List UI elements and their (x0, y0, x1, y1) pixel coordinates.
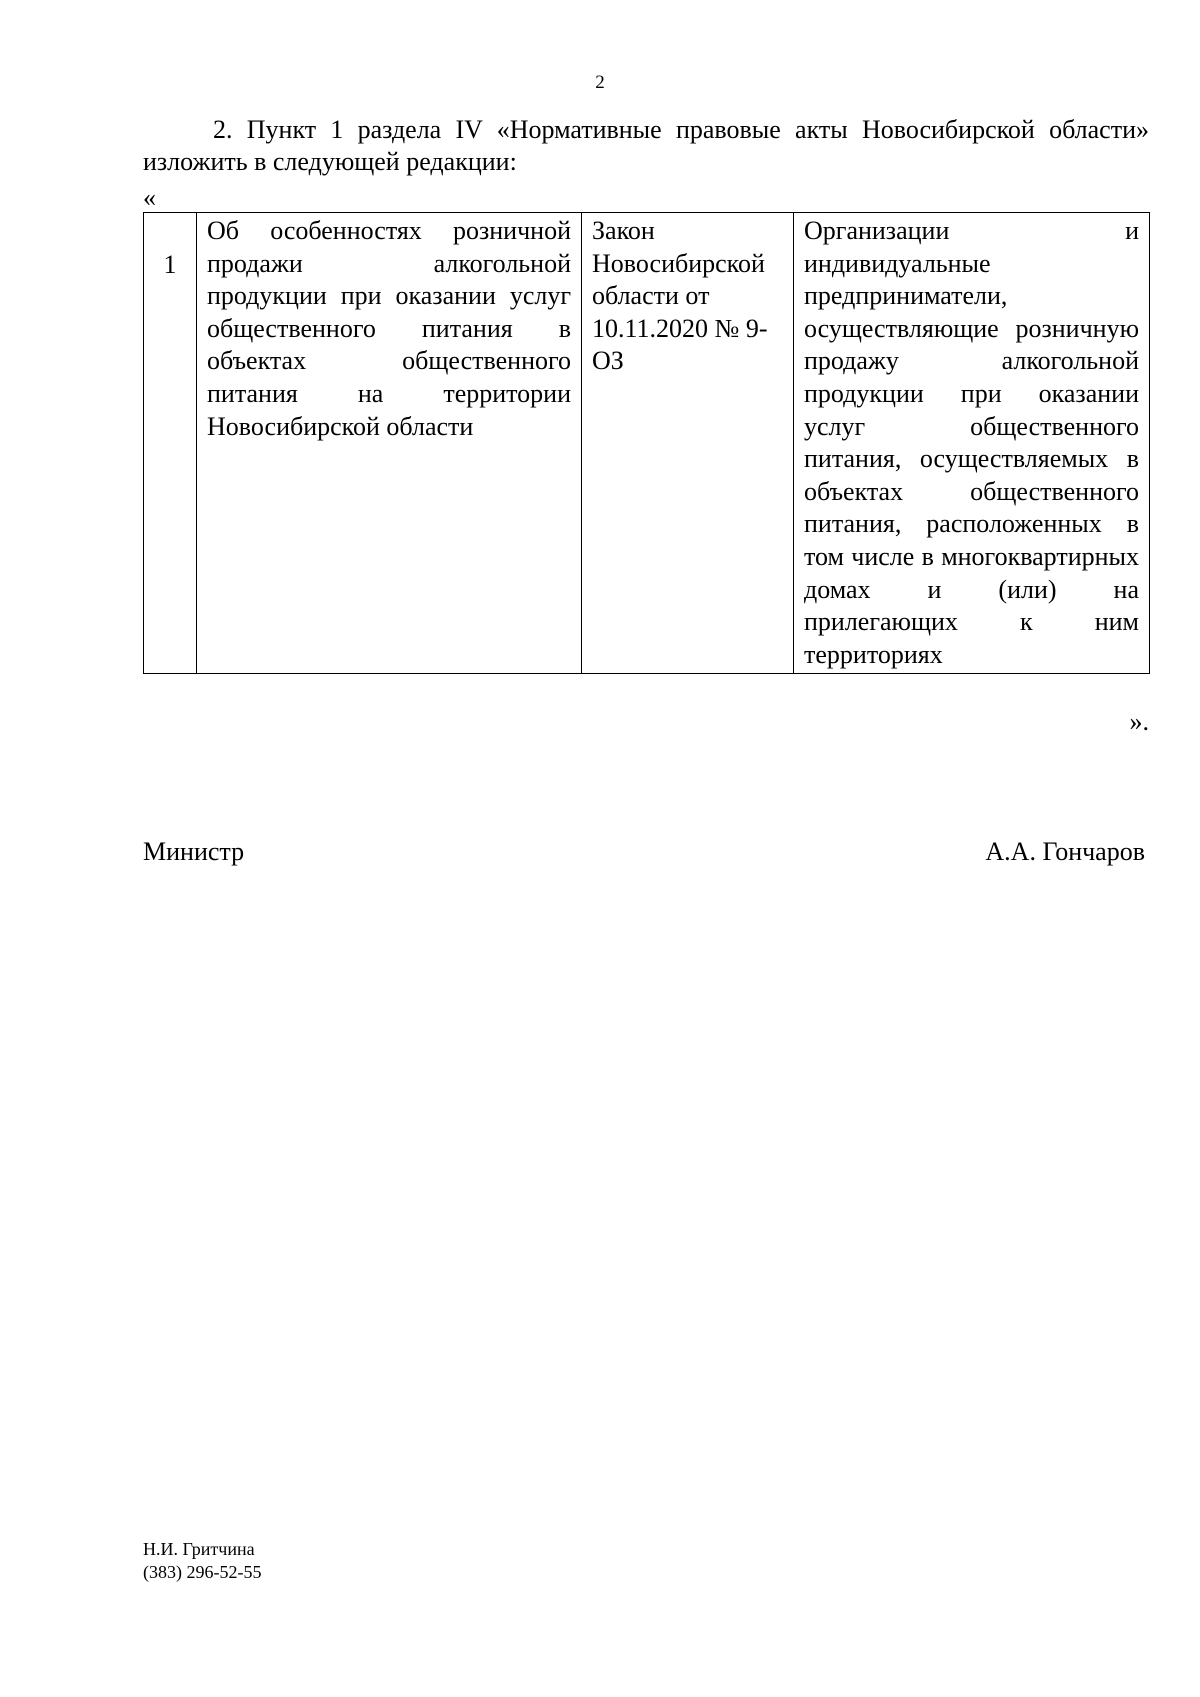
closing-quote: ». (1129, 707, 1149, 736)
signer-name: А.А. Гончаров (985, 837, 1145, 866)
amendment-table (143, 212, 1150, 674)
row-number-cell (144, 213, 197, 674)
executor-name: Н.И. Гритчина (143, 1539, 255, 1559)
amendment-paragraph: 2. Пункт 1 раздела IV «Нормативные правовые акты Новосибирской области» изложить в следующей редакции: (143, 115, 1149, 176)
opening-quote: « (143, 183, 156, 212)
executor-phone: (383) 296-52-55 (143, 1562, 262, 1582)
executor-info (143, 1538, 261, 1584)
signer-title: Министр (143, 837, 245, 866)
page-number: 2 (595, 72, 605, 93)
row-number: 1 (163, 250, 177, 279)
act-reference: Закон Новосибирской области от 10.11.2020 № 9-ОЗ (592, 216, 768, 376)
act-reference-cell (582, 213, 794, 674)
subjects-cell: Организации и индивидуальные предприниматели, осуществляющие розничную продажу алкогольной продукции при оказании услуг общественного питания, осуществляемых в объектах общественного питания, расположенных в том числе в многоквартирных домах и (или) на прилегающих к ним территориях (794, 213, 1150, 674)
table-row (144, 213, 1150, 674)
act-name-cell: Об особенностях розничной продажи алкогольной продукции при оказании услуг общественного питания в объектах общественного питания на территории Новосибирской области (197, 213, 582, 674)
